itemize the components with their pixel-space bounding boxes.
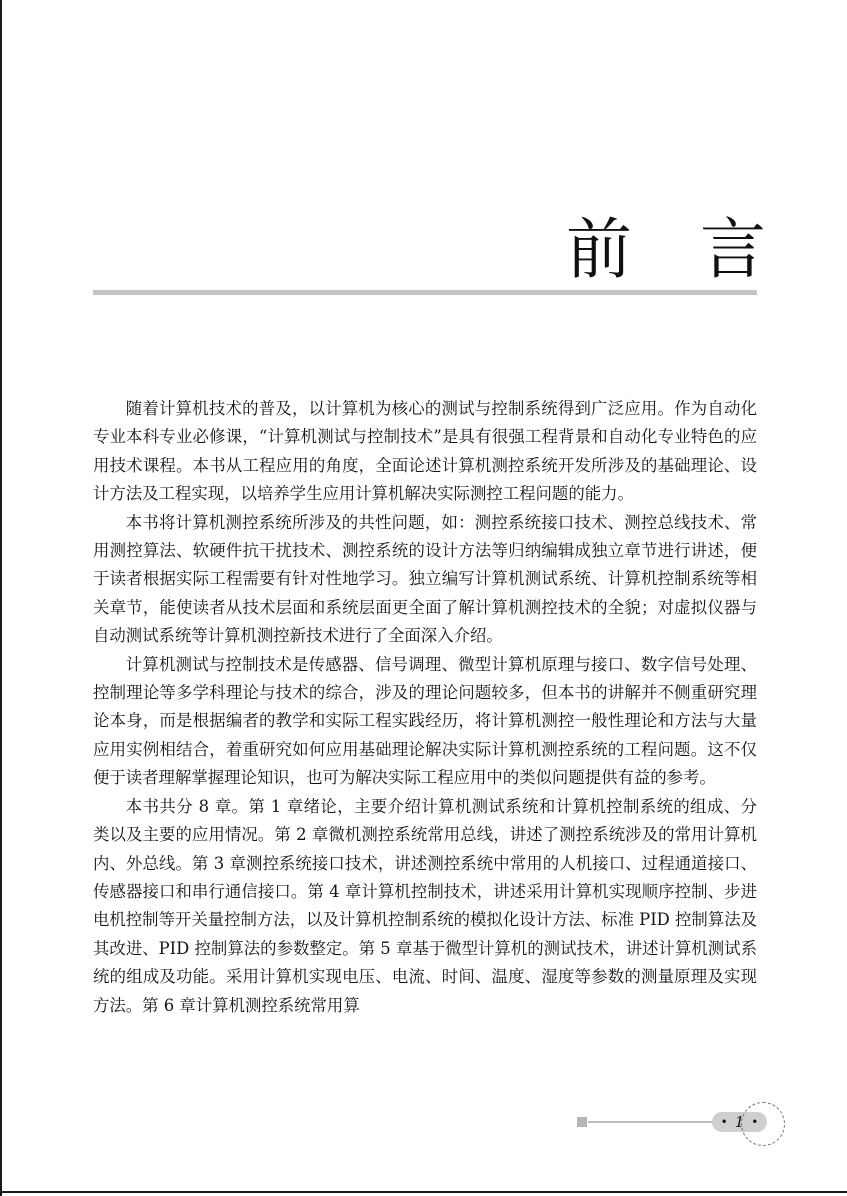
body-text — [93, 395, 757, 1020]
footer-square — [577, 1117, 587, 1127]
title-rule — [93, 290, 757, 295]
paragraph-3: 计算机测试与控制技术是传感器、信号调理、微型计算机原理与接口、数字信号处理、控制理论等多学科理论与技术的综合，涉及的理论问题较多，但本书的讲解并不侧重研究理论本身，而是根据编者的教学和实际工程实践经历，将计算机测控一般性理论和方法与大量应用实例相结合，着重研究如何应用基础理论解决实际计算机测控系统的工程问题。这不仅便于读者理解掌握理论知识，也可为解决实际工程应用中的类似问题提供有益的参考。 — [93, 654, 757, 788]
title-char-2: 言 — [700, 211, 766, 288]
page-border-bottom — [0, 1191, 847, 1193]
page-number: 1 — [734, 1113, 745, 1131]
paragraph-2: 本书将计算机测控系统所涉及的共性问题，如：测控系统接口技术、测控总线技术、常用测控算法、软硬件抗干扰技术、测控系统的设计方法等归纳编辑成独立章节进行讲述，便于读者根据实际工程需要有针对性地学习。独立编写计算机测试系统、计算机控制系统等相关章节，能使读者从技术层面和系统层面更全面了解计算机测控技术的全貌；对虚拟仪器与自动测试系统等计算机测控新技术进行了全面深入介绍。 — [93, 512, 757, 646]
dot-left: • — [720, 1115, 728, 1129]
page-border-left — [0, 0, 2, 1196]
title-char-1: 前 — [566, 211, 632, 288]
preface-title — [566, 205, 766, 295]
dot-right: • — [751, 1115, 759, 1129]
footer-line — [588, 1121, 720, 1123]
paragraph-4: 本书共分 8 章。第 1 章绪论，主要介绍计算机测试系统和计算机控制系统的组成、分类以及主要的应用情况。第 2 章微机测控系统常用总线，讲述了测控系统涉及的常用计算机内、外总线。第 3 章测控系统接口技术，讲述测控系统中常用的人机接口、过程通道接口、传感器接口和串行通信接口。第 4 章计算机控制技术，讲述采用计算机实现顺序控制、步进电机控制等开关量控制方法，以及计算机控制系统的模拟化设计方法、标准 PID 控制算法及其改进、PID 控制算法的参数整定。第 5 章基于微型计算机的测试技术，讲述计算机测试系统的组成及功能。采用计算机实现电压、电流、时间、温度、湿度等参数的测量原理及实现方法。第 6 章计算机测控系统常用算 — [93, 796, 757, 1015]
dashed-circle-decoration — [741, 1102, 785, 1146]
paragraph-1: 随着计算机技术的普及，以计算机为核心的测试与控制系统得到广泛应用。作为自动化专业本科专业必修课，“计算机测试与控制技术”是具有很强工程背景和自动化专业特色的应用技术课程。本书从工程应用的角度，全面论述计算机测控系统开发所涉及的基础理论、设计方法及工程实现，以培养学生应用计算机解决实际测控工程问题的能力。 — [93, 399, 757, 504]
